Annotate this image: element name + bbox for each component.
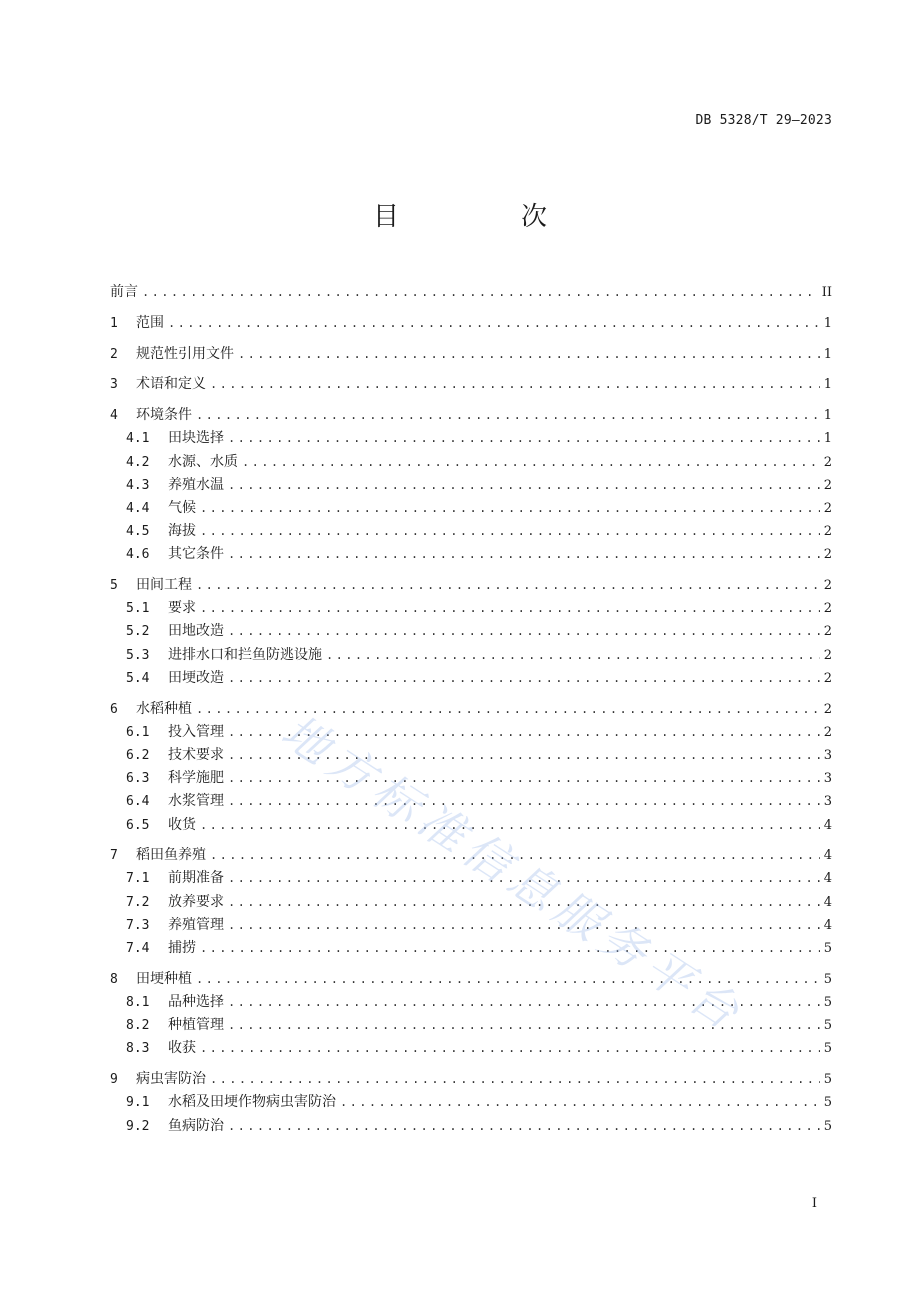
toc-subsection-entry[interactable]	[110, 1014, 832, 1037]
toc-entry-page: 4	[823, 894, 832, 910]
toc-entry-label: 养殖水温	[168, 476, 224, 493]
toc-dot-leader	[168, 312, 820, 335]
toc-dot-leader	[228, 867, 820, 890]
toc-entry-label: 水稻种植	[136, 700, 192, 717]
toc-dot-leader	[228, 1115, 820, 1138]
toc-dot-leader	[200, 597, 820, 620]
toc-entry-page: 5	[823, 1118, 832, 1134]
toc-entry-page: 1	[823, 408, 832, 424]
toc-subsection-entry[interactable]	[110, 620, 832, 643]
toc-entry-page: 2	[823, 578, 832, 594]
toc-dot-leader	[200, 937, 820, 960]
toc-dot-leader	[196, 574, 820, 597]
toc-entry-number: 8.3	[126, 1041, 150, 1057]
toc-dot-leader	[228, 543, 820, 566]
toc-entry-page: 5	[823, 1072, 832, 1088]
toc-entry-label: 田地改造	[168, 623, 224, 640]
toc-dot-leader	[228, 721, 820, 744]
toc-entry-number: 7	[110, 848, 118, 864]
toc-entry-label: 其它条件	[168, 546, 224, 563]
toc-section-entry[interactable]	[110, 844, 832, 867]
toc-entry-page: 2	[823, 547, 832, 563]
toc-subsection-entry[interactable]	[110, 427, 832, 450]
toc-entry-label: 放养要求	[168, 893, 224, 910]
page-title: 目 次	[372, 202, 595, 232]
toc-subsection-entry[interactable]	[110, 721, 832, 744]
toc-entry-label: 规范性引用文件	[136, 345, 234, 362]
toc-subsection-entry[interactable]	[110, 644, 832, 667]
toc-entry-page: 1	[823, 346, 832, 362]
toc-entry-label: 收货	[168, 816, 196, 833]
toc-dot-leader	[228, 891, 820, 914]
toc-entry-number: 5.2	[126, 624, 150, 640]
toc-section-entry[interactable]	[110, 281, 832, 304]
toc-subsection-entry[interactable]	[110, 790, 832, 813]
toc-entry-label: 田埂种植	[136, 970, 192, 987]
toc-subsection-entry[interactable]	[110, 767, 832, 790]
toc-entry-number: 5.1	[126, 601, 150, 617]
toc-entry-label: 田块选择	[168, 430, 224, 447]
toc-entry-number: 4.5	[126, 524, 150, 540]
toc-entry-page: 5	[823, 995, 832, 1010]
toc-entry-page: 4	[823, 817, 832, 833]
toc-entry-label: 术语和定义	[136, 376, 206, 393]
toc-entry-number: 7.4	[126, 941, 150, 957]
footer-page-number: I	[811, 1196, 817, 1211]
toc-entry-number: 9	[110, 1072, 118, 1088]
watermark: 地方标准信息服务平台	[272, 703, 755, 1044]
toc-entry-label: 水稻及田埂作物病虫害防治	[168, 1094, 336, 1111]
toc-dot-leader	[340, 1091, 820, 1114]
toc-entry-number: 4.6	[126, 547, 150, 563]
toc-entry-number: 3	[110, 377, 118, 393]
toc-entry-number: 5	[110, 578, 118, 594]
toc-entry-number: 4.3	[126, 477, 150, 493]
toc-entry-label: 前言	[110, 284, 138, 300]
toc-entry-label: 技术要求	[168, 746, 224, 763]
toc-dot-leader	[210, 844, 820, 867]
toc-dot-leader	[238, 343, 820, 366]
toc-entry-number: 9.1	[126, 1095, 150, 1111]
toc-entry-page: 2	[823, 524, 832, 540]
toc-entry-number: 6.4	[126, 794, 150, 810]
toc-subsection-entry[interactable]	[110, 597, 832, 620]
toc-subsection-entry[interactable]	[110, 497, 832, 520]
toc-entry-page: 4	[823, 917, 832, 933]
toc-entry-page: 3	[823, 747, 832, 763]
toc-entry-page: 2	[823, 454, 832, 470]
toc-entry-label: 田间工程	[136, 577, 192, 594]
toc-entry-page: 1	[823, 431, 832, 447]
toc-entry-number: 7.1	[126, 871, 150, 887]
toc-subsection-entry[interactable]	[110, 543, 832, 566]
toc-entry-number: 7.3	[126, 917, 150, 933]
toc-entry-number: 8.1	[126, 995, 150, 1010]
toc-subsection-entry[interactable]	[110, 891, 832, 914]
toc-dot-leader	[200, 814, 820, 837]
toc-dot-leader	[326, 644, 820, 667]
toc-section-entry[interactable]	[110, 373, 832, 396]
toc-dot-leader	[142, 281, 818, 304]
toc-entry-page: 5	[823, 1018, 832, 1034]
toc-entry-number: 9.2	[126, 1118, 150, 1134]
toc-entry-number: 6.1	[126, 724, 150, 740]
toc-entry-number: 6	[110, 701, 118, 717]
toc-entry-page: 5	[823, 1041, 832, 1057]
toc-dot-leader	[228, 474, 820, 497]
toc-dot-leader	[200, 497, 820, 520]
toc-entry-number: 8.2	[126, 1018, 150, 1034]
toc-subsection-entry[interactable]	[110, 451, 832, 474]
toc-entry-label: 鱼病防治	[168, 1117, 224, 1134]
toc-entry-number: 8	[110, 971, 118, 987]
toc-dot-leader	[228, 914, 820, 937]
toc-subsection-entry[interactable]	[110, 474, 832, 497]
toc-entry-label: 科学施肥	[168, 770, 224, 787]
toc-section-entry[interactable]	[110, 574, 832, 597]
toc-entry-number: 2	[110, 346, 118, 362]
toc-entry-number: 4.1	[126, 431, 150, 447]
toc-entry-number: 4.4	[126, 500, 150, 516]
toc-entry-label: 海拔	[168, 523, 196, 540]
toc-entry-label: 水浆管理	[168, 793, 224, 810]
toc-dot-leader	[200, 1037, 820, 1060]
toc-entry-page: 5	[823, 941, 832, 957]
toc-entry-label: 环境条件	[136, 407, 192, 424]
toc-dot-leader	[228, 1014, 820, 1037]
toc-entry-page: 4	[823, 871, 832, 887]
toc-entry-label: 品种选择	[168, 994, 224, 1010]
toc-entry-page: 2	[823, 601, 832, 617]
toc-subsection-entry[interactable]	[110, 520, 832, 543]
toc-dot-leader	[228, 767, 820, 790]
toc-entry-page: 1	[823, 377, 832, 393]
toc-entry-page: 2	[823, 670, 832, 686]
toc-entry-page: 3	[823, 794, 832, 810]
toc-entry-page: 2	[823, 647, 832, 663]
toc-entry-label: 养殖管理	[168, 916, 224, 933]
toc-dot-leader	[200, 520, 820, 543]
toc-entry-label: 病虫害防治	[136, 1071, 206, 1088]
toc-subsection-entry[interactable]	[110, 991, 832, 1014]
toc-entry-label: 田埂改造	[168, 669, 224, 686]
toc-entry-number: 6.2	[126, 747, 150, 763]
toc-entry-page: 5	[823, 1095, 832, 1111]
toc-entry-label: 投入管理	[168, 723, 224, 740]
toc-entry-page: 2	[823, 500, 832, 516]
toc-subsection-entry[interactable]	[110, 744, 832, 767]
toc-entry-page: 1	[823, 315, 832, 331]
toc-dot-leader	[210, 373, 820, 396]
toc-dot-leader	[228, 620, 820, 643]
toc-section-entry[interactable]	[110, 1068, 832, 1091]
toc-entry-label: 气候	[168, 499, 196, 516]
toc-entry-label: 水源、水质	[168, 453, 238, 470]
toc-subsection-entry[interactable]	[110, 1115, 832, 1138]
table-of-contents	[110, 281, 832, 1138]
toc-dot-leader	[196, 968, 820, 991]
toc-entry-label: 捕捞	[168, 940, 196, 957]
toc-entry-label: 前期准备	[168, 870, 224, 887]
toc-subsection-entry[interactable]	[110, 814, 832, 837]
toc-entry-label: 范围	[136, 314, 164, 331]
toc-section-entry[interactable]	[110, 698, 832, 721]
toc-entry-label: 稻田鱼养殖	[136, 847, 206, 864]
toc-subsection-entry[interactable]	[110, 867, 832, 890]
toc-entry-page: 2	[823, 724, 832, 740]
toc-dot-leader	[228, 744, 820, 767]
toc-entry-number: 6.3	[126, 771, 150, 787]
toc-section-entry[interactable]	[110, 404, 832, 427]
toc-subsection-entry[interactable]	[110, 1037, 832, 1060]
toc-entry-number: 4.2	[126, 454, 150, 470]
toc-entry-number: 1	[110, 315, 118, 331]
toc-entry-label: 收获	[168, 1040, 196, 1057]
toc-entry-page: 2	[823, 477, 832, 493]
toc-dot-leader	[228, 991, 820, 1014]
toc-entry-page: 2	[823, 701, 832, 717]
toc-subsection-entry[interactable]	[110, 667, 832, 690]
toc-dot-leader	[228, 427, 820, 450]
toc-entry-number: 4	[110, 408, 118, 424]
toc-entry-page: 5	[823, 971, 832, 987]
toc-section-entry[interactable]	[110, 343, 832, 366]
toc-dot-leader	[228, 790, 820, 813]
document-code: DB 5328/T 29—2023	[695, 113, 832, 128]
toc-entry-page: 4	[823, 848, 832, 864]
toc-subsection-entry[interactable]	[110, 1091, 832, 1114]
toc-entry-number: 7.2	[126, 894, 150, 910]
toc-subsection-entry[interactable]	[110, 937, 832, 960]
toc-entry-page: II	[821, 285, 832, 300]
toc-dot-leader	[210, 1068, 820, 1091]
toc-entry-label: 进排水口和拦鱼防逃设施	[168, 646, 322, 663]
toc-entry-label: 要求	[168, 600, 196, 617]
toc-entry-page: 3	[823, 771, 832, 787]
toc-entry-number: 5.4	[126, 670, 150, 686]
toc-dot-leader	[196, 404, 820, 427]
toc-entry-label: 种植管理	[168, 1017, 224, 1034]
toc-entry-number: 6.5	[126, 817, 150, 833]
toc-entry-number: 5.3	[126, 647, 150, 663]
toc-dot-leader	[242, 451, 820, 474]
toc-dot-leader	[196, 698, 820, 721]
toc-subsection-entry[interactable]	[110, 914, 832, 937]
toc-dot-leader	[228, 667, 820, 690]
toc-section-entry[interactable]	[110, 968, 832, 991]
toc-section-entry[interactable]	[110, 312, 832, 335]
toc-entry-page: 2	[823, 624, 832, 640]
